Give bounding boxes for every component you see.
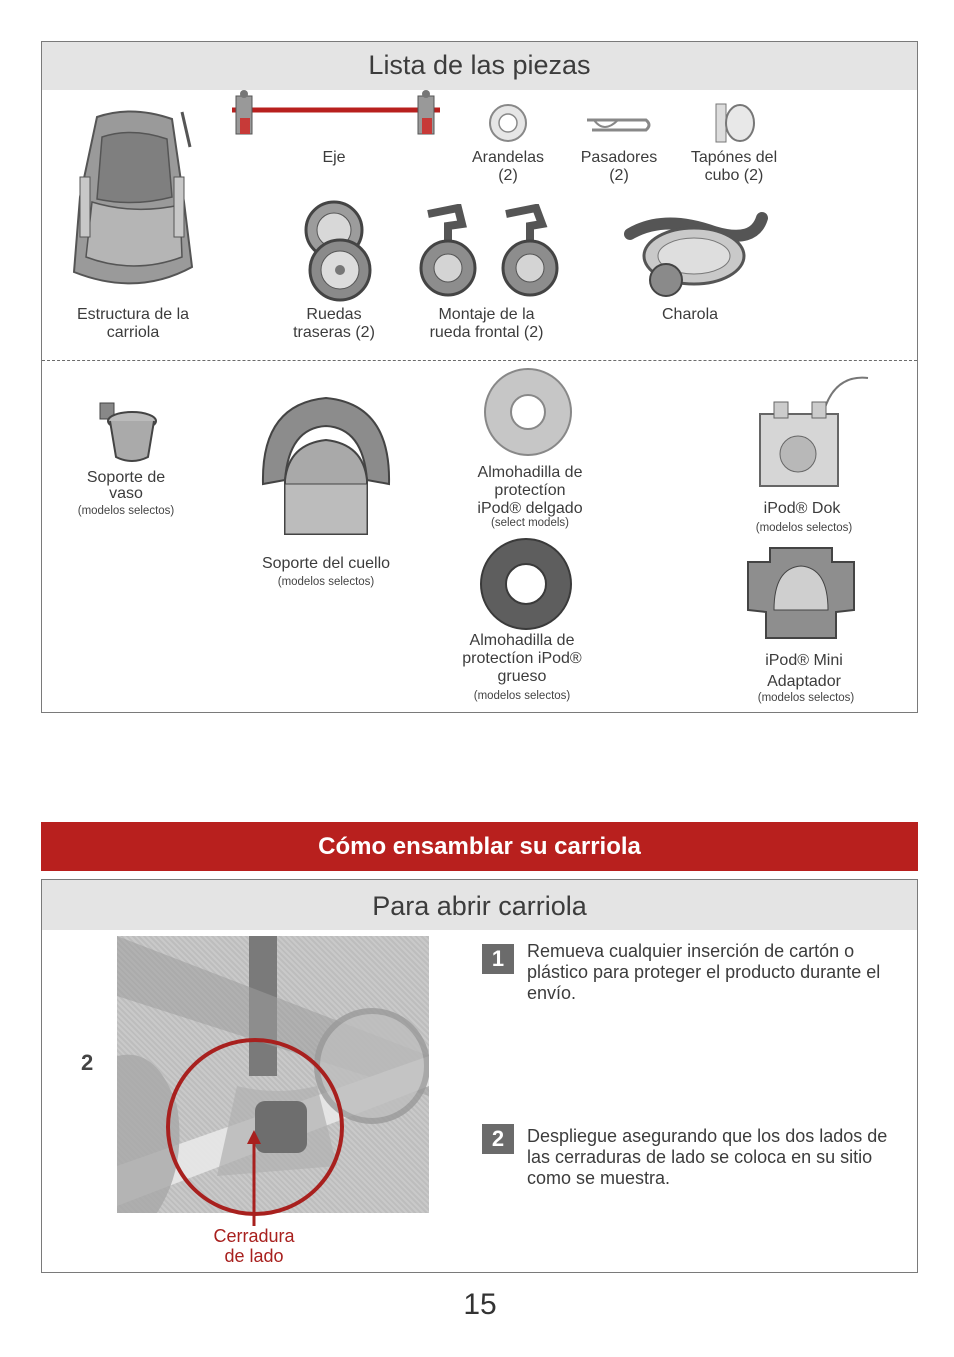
axle-image <box>222 88 450 143</box>
axle-label: Eje <box>322 149 346 166</box>
callout-arrow-icon <box>246 1130 262 1226</box>
tray-label: Charola <box>661 306 719 323</box>
parts-list-title: Lista de las piezas <box>42 42 917 90</box>
ipod-pad-thick-note: (modelos selectos) <box>473 690 571 702</box>
cup-holder-label: Soporte de vaso <box>86 469 166 502</box>
rear-wheels-label: Ruedas traseras (2) <box>293 306 375 341</box>
step-text-1: Remueva cualquier inserción de cartón o plástico para proteger el producto durante el envío. <box>527 941 881 1003</box>
ipod-pad-thin-label: Almohadilla de protectíon iPod® delgado <box>477 464 583 517</box>
neck-support-note: (modelos selectos) <box>277 576 375 588</box>
rear-wheels-image <box>292 198 382 304</box>
pin-image <box>584 112 654 138</box>
pins-label: Pasadores (2) <box>580 149 658 184</box>
hubcap-image <box>712 100 758 146</box>
cup-holder-note: (modelos selectos) <box>77 505 175 517</box>
side-lock-callout: Cerradura de lado <box>213 1226 295 1266</box>
step-text-2: Despliegue asegurando que los dos lados de las cerraduras de lado se coloca en su sitio como se muestra. <box>527 1126 888 1188</box>
ipod-dock-label: iPod® Dok <box>763 500 841 517</box>
neck-support-label: Soporte del cuello <box>261 555 391 572</box>
step-number-1: 1 <box>482 944 514 974</box>
neck-support-image <box>255 394 397 544</box>
ipod-pad-thick-label: Almohadilla de protectíon iPod® grueso <box>462 632 582 685</box>
ipod-mini-adapter-image <box>744 540 858 640</box>
front-wheel-label: Montaje de la rueda frontal (2) <box>429 306 544 341</box>
step-number-2: 2 <box>482 1124 514 1154</box>
cup-holder-image <box>94 399 160 465</box>
washers-label: Arandelas (2) <box>471 149 545 184</box>
section-divider <box>42 360 917 361</box>
front-wheel-image <box>418 204 564 300</box>
frame-label: Estructura de la carriola <box>76 306 190 341</box>
ipod-mini-adapter-note: (modelos selectos) <box>757 692 855 704</box>
ipod-dock-note: (modelos selectos) <box>755 522 853 534</box>
open-stroller-title: Para abrir carriola <box>42 880 917 930</box>
page-number: 15 <box>463 1288 497 1321</box>
ipod-pad-thin-note: (select models) <box>491 517 569 529</box>
washer-image <box>487 102 529 144</box>
ipod-pad-thick-image <box>478 536 574 632</box>
ipod-mini-adapter-label: iPod® Mini Adaptador <box>765 652 843 690</box>
tray-image <box>624 204 770 300</box>
stroller-frame-image <box>62 107 202 297</box>
figure-number: 2 <box>81 1050 94 1075</box>
ipod-dock-image <box>752 374 870 490</box>
assembly-banner: Cómo ensamblar su carriola <box>41 822 918 871</box>
ipod-pad-thin-image <box>482 366 574 458</box>
hubcaps-label: Tapónes del cubo (2) <box>690 149 778 184</box>
